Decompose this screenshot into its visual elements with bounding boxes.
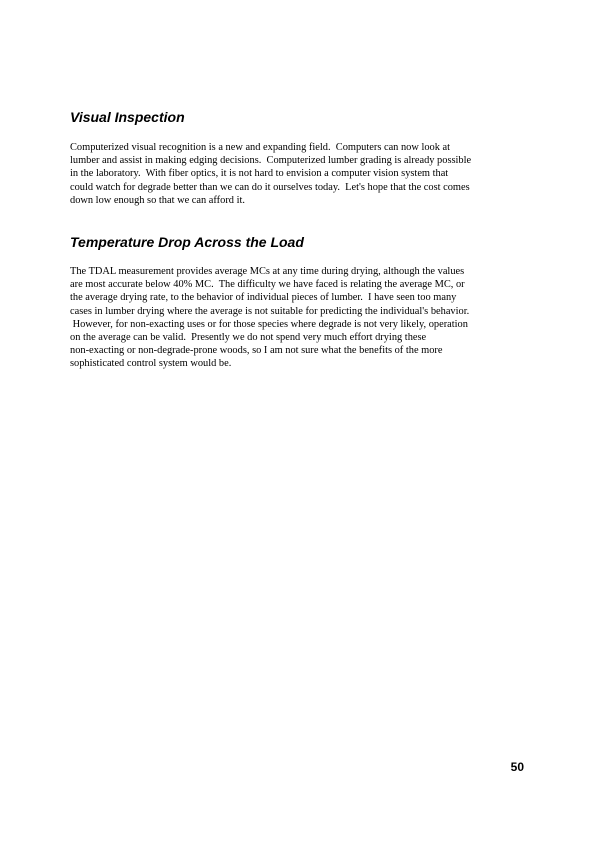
paragraph-line: lumber and assist in making edging decisions. Computerized lumber grading is already possible (70, 155, 472, 167)
paragraph-line: the average drying rate, to the behavior of individual pieces of lumber. I have seen too many (70, 292, 457, 304)
paragraph-line: down low enough so that we can afford it. (70, 194, 245, 206)
page-number: 50 (510, 760, 524, 774)
section-heading-temperature-drop: Temperature Drop Across the Load (70, 234, 304, 250)
section-heading-visual-inspection: Visual Inspection (70, 109, 185, 125)
paragraph-line: The TDAL measurement provides average MCs at any time during drying, although the values (70, 266, 465, 277)
paragraph-line: However, for non-exacting uses or for those species where degrade is not very likely, operation (70, 318, 468, 330)
paragraph-line: in the laboratory. With fiber optics, it is not hard to envision a computer vision system that (70, 168, 449, 180)
paragraph-line: cases in lumber drying where the average is not suitable for predicting the individual's behavior. (70, 305, 470, 317)
paragraph-line: non-exacting or non-degrade-prone woods, so I am not sure what the benefits of the more (70, 345, 443, 357)
paragraph-line: Computerized visual recognition is a new and expanding field. Computers can now look at (70, 142, 451, 153)
section-paragraph-temperature-drop (70, 265, 540, 371)
paragraph-line: are most accurate below 40% MC. The difficulty we have faced is relating the average MC, or (70, 279, 465, 291)
paragraph-line: on the average can be valid. Presently we do not spend very much effort drying these (70, 332, 427, 344)
section-paragraph-visual-inspection (70, 141, 540, 207)
paragraph-line: sophisticated control system would be. (70, 358, 232, 370)
paragraph-line: could watch for degrade better than we can do it ourselves today. Let's hope that the cost comes (70, 181, 470, 193)
